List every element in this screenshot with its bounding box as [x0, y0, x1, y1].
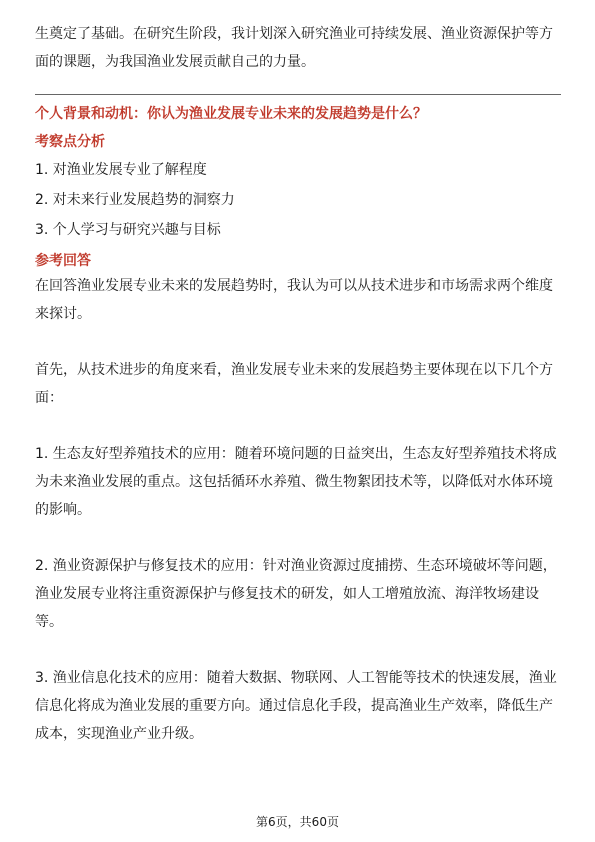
document-page	[35, 0, 561, 842]
point-item: 2. 对未来行业发展趋势的洞察力	[35, 192, 235, 208]
answer-paragraph: 2. 渔业资源保护与修复技术的应用：针对渔业资源过度捕捞、生态环境破坏等问题，渔业发展专业将注重资源保护与修复技术的研发，如人工增殖放流、海洋牧场建设等。	[35, 558, 557, 630]
section-divider	[35, 94, 561, 95]
answer-paragraph: 首先，从技术进步的角度来看，渔业发展专业未来的发展趋势主要体现在以下几个方面：	[35, 362, 553, 406]
answer-heading: 参考回答	[35, 253, 91, 269]
point-item: 1. 对渔业发展专业了解程度	[35, 162, 207, 178]
points-list	[35, 155, 561, 245]
point-item: 3. 个人学习与研究兴趣与目标	[35, 222, 221, 238]
answer-paragraph: 3. 渔业信息化技术的应用：随着大数据、物联网、人工智能等技术的快速发展，渔业信息化将成为渔业发展的重要方向。通过信息化手段，提高渔业生产效率，降低生产成本，实现渔业产业升级。	[35, 670, 557, 742]
answer-body	[35, 272, 561, 776]
intro-paragraph: 生奠定了基础。在研究生阶段，我计划深入研究渔业可持续发展、渔业资源保护等方面的课题，为我国渔业发展贡献自己的力量。	[35, 26, 553, 70]
points-heading: 考察点分析	[35, 134, 105, 150]
answer-paragraph: 在回答渔业发展专业未来的发展趋势时，我认为可以从技术进步和市场需求两个维度来探讨。	[35, 278, 553, 322]
question-title: 个人背景和动机：你认为渔业发展专业未来的发展趋势是什么？	[35, 106, 427, 122]
page-number-footer: 第6页，共60页	[256, 815, 339, 829]
answer-paragraph: 1. 生态友好型养殖技术的应用：随着环境问题的日益突出，生态友好型养殖技术将成为未来渔业发展的重点。这包括循环水养殖、微生物絮团技术等，以降低对水体环境的影响。	[35, 446, 557, 518]
